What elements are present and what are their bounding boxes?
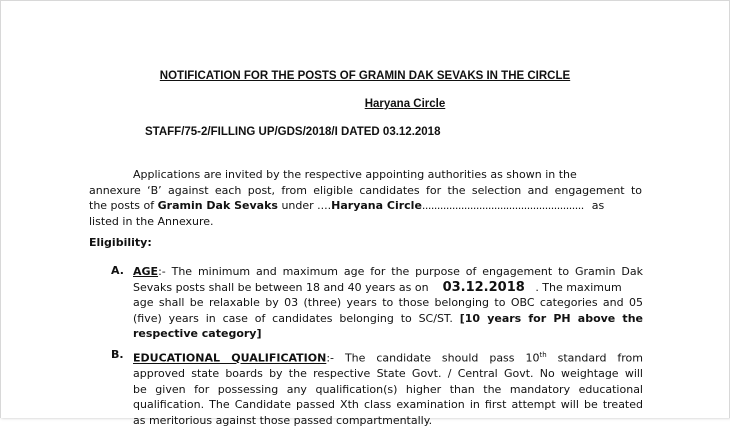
education-line-1: EDUCATIONAL QUALIFICATION:- The candidate should pass 10th standard from: [133, 351, 643, 365]
eligibility-heading: Eligibility:: [89, 236, 152, 249]
age-line-5: respective category]: [133, 327, 262, 340]
intro-line-2: annexure ‘B’ against each post, from eligible candidates for the selection and engagement to: [89, 183, 642, 197]
circle-name: Haryana Circle: [364, 98, 446, 110]
age-line-2: Sevaks posts shall be between 18 and 40 years as on 03.12.2018 . The maximum: [133, 279, 622, 295]
notification-title: NOTIFICATION FOR THE POSTS OF GRAMIN DAK SEVAKS IN THE CIRCLE: [159, 70, 571, 82]
education-paragraph: [133, 348, 643, 428]
education-line-2: approved state boards by the respective State Govt. / Central Govt. No weightage will: [133, 367, 643, 381]
age-marker: A.: [111, 264, 124, 277]
age-line-4: (five) years in case of candidates belonging to SC/ST. [10 years for PH above the: [133, 311, 643, 325]
age-line-3: age shall be relaxable by 03 (three) years to those belonging to OBC categories and 05: [133, 296, 643, 309]
reference-number: STAFF/75-2/FILLING UP/GDS/2018/I DATED 03.12.2018: [145, 126, 441, 138]
intro-paragraph: [89, 167, 642, 229]
age-line-1: AGE:- The minimum and maximum age for the purpose of engagement to Gramin Dak: [133, 265, 643, 278]
intro-line-4: listed in the Annexure.: [89, 214, 214, 228]
age-paragraph: [133, 264, 643, 342]
age-cutoff-date: 03.12.2018: [442, 279, 525, 295]
intro-line-3: the posts of Gramin Dak Sevaks under ....Haryana Circle...................................................... as: [89, 199, 605, 212]
education-marker: B.: [111, 348, 124, 361]
intro-line-1: Applications are invited by the respective appointing authorities as shown in the: [133, 168, 577, 181]
education-line-5: as meritorious against those passed compartmentally.: [133, 413, 433, 427]
education-line-3: be given for possessing any qualification(s) higher than the mandatory educational: [133, 382, 643, 396]
education-line-4: qualification. The Candidate passed Xth class examination in first attempt will be treated: [133, 398, 643, 412]
